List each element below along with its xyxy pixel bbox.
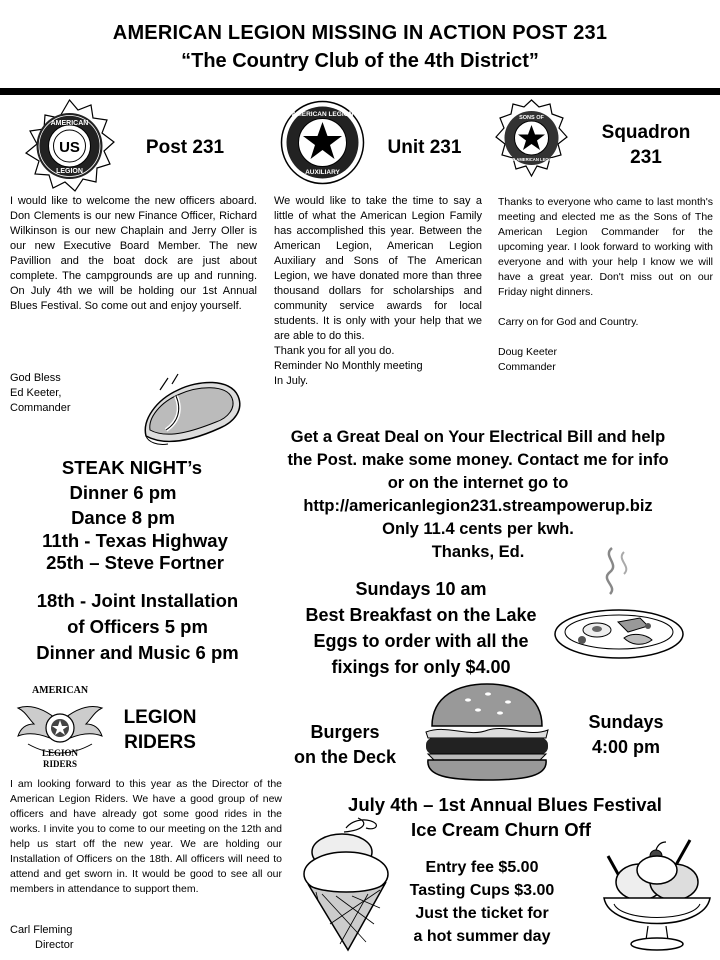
electric-link[interactable]: http://americanlegion231.streampowerup.biz: [303, 497, 653, 515]
breakfast-line2: Best Breakfast on the Lake: [305, 605, 537, 625]
festival-line2: Ice Cream Churn Off: [411, 819, 591, 840]
riders-emblem-bottom: RIDERS: [42, 759, 78, 769]
burgers-time-block: [560, 710, 692, 760]
festival-tasting-cups: Tasting Cups $3.00: [409, 882, 555, 899]
burgers-day: Sundays: [588, 712, 664, 732]
riders-section-title: [110, 705, 210, 755]
burgers-time: 4:00 pm: [591, 737, 661, 757]
riders-title-line2: RIDERS: [124, 732, 196, 753]
sons-emblem-top: SONS OF: [519, 115, 544, 121]
riders-emblem-top: AMERICAN: [31, 685, 89, 696]
sons-emblem-bottom: THE AMERICAN LEGION: [506, 157, 557, 162]
breakfast-line1: Sundays 10 am: [355, 579, 487, 599]
legion-riders-emblem: [14, 682, 106, 770]
post-message: I would like to welcome the new officers aboard. Don Clements is our new Finance Officer, Richard Wilkinson is our new Chaplain and Jerry Oller is our new Executive Board Member. The new Pavillion and the boat dock are just about complete. The campgrounds are up and running. On July 4th we will be holding our 1st Annual Blues Festival. So come out and enjoy yourself.: [10, 195, 257, 312]
riders-message: I am looking forward to this year as the Director of the American Legion Riders. We have a good group of new officers and have already got some good rides in the works. I invite you to come to our meeting on the 12th and help us start off the new year. We are holding our Installation of Officers on the 18th. All officers will need to attend and get sworn in. It would be good to see all our members in attendance to support them.: [10, 778, 282, 895]
installation-line3: Dinner and Music 6 pm: [36, 642, 239, 663]
steak-night-25th: 25th – Steve Fortner: [46, 552, 224, 573]
breakfast-line4: fixings for only $4.00: [331, 657, 511, 677]
header-rule: [0, 88, 720, 95]
steak-night-block: [10, 455, 260, 574]
auxiliary-emblem-arc: AMERICAN LEGION: [291, 111, 354, 118]
burgers-block: [280, 720, 410, 770]
burgers-line1: Burgers: [310, 722, 380, 742]
auxiliary-emblem-bottom: AUXILIARY: [305, 169, 340, 176]
festival-ticket-line1: Just the ticket for: [415, 905, 549, 922]
riders-emblem-middle: LEGION: [41, 748, 79, 758]
unit-section-title: Unit 231: [387, 137, 462, 158]
sundae-illustration: [600, 836, 714, 954]
steak-night-dinner: Dinner 6 pm: [69, 482, 177, 503]
post-sign-line2: Ed Keeter,: [10, 387, 62, 399]
unit-body: We would like to take the time to say a little of what the American Legion Family has accomplished this year. Between the American Legion, American Legion Auxiliary and Sons of The American Legion, we have donated more than three thousand dollars for scholarships and community service awards for local students. It is only with your help that we are able to do this.: [274, 195, 482, 342]
squadron-body: Thanks to everyone who came to last month's meeting and elected me as the Sons of The American Legion Commander for the upcoming year. I look forward to working with everyone and with your help I know we will have a great year. Don't miss out on our Friday night dinners.: [498, 196, 713, 298]
unit-message: [274, 194, 482, 389]
festival-details: [392, 856, 572, 948]
steak-night-11th: 11th - Texas Highway: [42, 530, 228, 551]
installation-line2: of Officers 5 pm: [67, 616, 208, 637]
electric-line2: the Post. make some money. Contact me for info: [287, 451, 669, 469]
electric-line3: or on the internet go to: [387, 474, 569, 492]
legion-emblem-top: AMERICAN: [50, 120, 89, 127]
burger-illustration: [418, 680, 556, 784]
festival-ticket-line2: a hot summer day: [413, 928, 551, 945]
newsletter-title: AMERICAN LEGION MISSING IN ACTION POST 231: [112, 22, 608, 44]
legion-emblem-center: US: [59, 139, 80, 156]
festival-entry-fee: Entry fee $5.00: [425, 859, 539, 876]
electric-line1: Get a Great Deal on Your Electrical Bill and help: [290, 428, 666, 446]
festival-line1: July 4th – 1st Annual Blues Festival: [348, 794, 662, 815]
installation-block: [10, 588, 265, 666]
legion-emblem-bottom: LEGION: [56, 168, 83, 175]
newsletter-subtitle: “The Country Club of the 4th District”: [181, 50, 539, 72]
breakfast-plate-illustration: [552, 542, 687, 664]
riders-title-line1: LEGION: [123, 707, 197, 728]
american-legion-emblem: [22, 98, 117, 193]
squadron-closing: Carry on for God and Country.: [498, 316, 639, 328]
squadron-sign1: Doug Keeter: [498, 346, 557, 358]
post-signature: [10, 371, 130, 416]
unit-line1: Thank you for all you do.: [274, 345, 395, 357]
sons-of-legion-emblem: [494, 98, 569, 180]
installation-line1: 18th - Joint Installation: [36, 590, 239, 611]
auxiliary-emblem: [280, 100, 365, 185]
breakfast-block: [276, 576, 566, 680]
electric-line5: Only 11.4 cents per kwh.: [382, 520, 574, 538]
squadron-sign2: Commander: [498, 361, 556, 373]
riders-signature: [10, 923, 130, 953]
post-section-title: Post 231: [145, 137, 225, 158]
squadron-title-line2: 231: [630, 147, 662, 168]
unit-line2: Reminder No Monthly meeting: [274, 360, 423, 372]
steak-night-title: STEAK NIGHT’s: [61, 457, 203, 478]
ice-cream-cone-illustration: [296, 812, 394, 954]
steak-night-dance: Dance 8 pm: [71, 507, 175, 528]
squadron-message: [498, 195, 713, 375]
riders-sign2: Director: [35, 939, 74, 951]
unit-line3: In July.: [274, 375, 309, 387]
breakfast-line3: Eggs to order with all the: [313, 631, 529, 651]
steak-illustration: [138, 370, 244, 454]
squadron-title-line1: Squadron: [601, 122, 691, 143]
squadron-section-title: [576, 120, 716, 170]
electric-line6: Thanks, Ed.: [431, 543, 525, 561]
burgers-line2: on the Deck: [293, 747, 397, 767]
riders-sign1: Carl Fleming: [10, 924, 73, 936]
post-sign-line1: God Bless: [10, 372, 61, 384]
post-sign-line3: Commander: [10, 402, 71, 414]
